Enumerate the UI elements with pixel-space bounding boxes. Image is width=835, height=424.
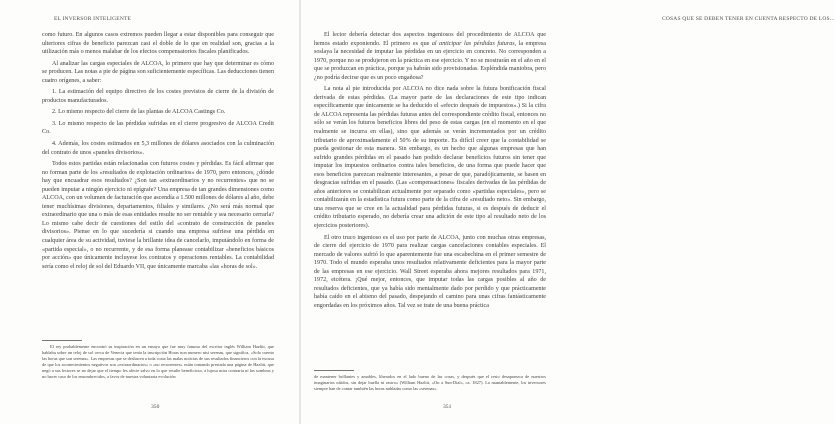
list-item: 4. Además, los costes estimados en 5,3 millones de dólares asociados con la culminación del contrato de unos «paneles divisorios». (42, 141, 274, 156)
footnote (42, 344, 274, 381)
paragraph-text: , la empresa soslaya la necesidad de imputar las pérdidas en un ejercicio en concreto. No corresponden a 1970, porque no se produjeron en la práctica en ese ejercicio. Y no se mostrarán en el año en el que se produzcan en práctica, porque ya habrán sido provisionadas. Espléndida maniobra, pero ¿no podría decirse que es un poco engañosa? (314, 40, 546, 81)
list-item: 1. La estimación del equipo directivo de los costes previstos de cierre de la división de productos manufacturados. (42, 89, 274, 104)
list-item: 3. Lo mismo respecto de las pérdidas sufridas en el cierre progresivo de ALCOA Credit Co. (42, 120, 274, 136)
right-page (300, 0, 835, 424)
list-item: 2. Lo mismo respecto del cierre de las plantas de ALCOA Castings Co. (52, 109, 226, 116)
paragraph-text: El lector debería detectar dos aspectos ingeniosos del procedimiento de ALCOA que hemos estado exponiendo. El primero es que (314, 32, 546, 47)
emphasis-text: al anticipar las pérdidas futuras (431, 40, 515, 47)
footnote (314, 374, 546, 392)
footnote-rule (314, 370, 354, 371)
page-number-right: 351 (443, 404, 452, 410)
footnote-text: de mantener brillantes y amables, liberados en el lado bueno de las cosas, y después que el resto desaparezca de nuestros imaginarios nítidos, sin dejar huella ni rastro» (William Hazlitt, «On a Sun-Dial», ca. 1827). La mantablemente, los inversores siempre han de contar también las horas nubladas como las «serenas». (314, 374, 546, 392)
footnote-rule (42, 340, 82, 341)
body-paragraph (314, 31, 546, 82)
body-paragraph: El otro truco ingenioso es el uso por parte de ALCOA, junto con muchas otras empresas, de cierre del ejercicio de 1970 para realizar cargas cancelaciones contables especiales. El mercado de valores sufrió lo que aparentemente fue una escabechina en el primer semestre de 1970. Todo el mundo esperaba unos resultados relativamente deficientes para la mayor parte de las empresas en ese ejercicio. Wall Street esperaba ahora mejores resultados para 1971, 1972, etcétera. ¡Qué mejor, entonces, que imputar todas las cargas posibles al año de resultados deficientes, que ya había sido mentalmente dado por perdido y que prácticamente había caído en el abismo del pasado, despejando el camino para unas cifras fantásticamente engordadas en los próximos años. Tal vez se trate de una buena práctica (314, 234, 546, 309)
page-number-left: 350 (151, 404, 160, 410)
footnote-text: El rey probablemente encontró su inspiración en un ensayo que fue muy famoso del escritor inglés William Hazlitt, que hablaba sobre un reloj de sol cerca de Venecia que tenía la inscripción Horas non numero nisi serenas, que significa, «Solo cuento las horas que son serenas». Las empresas que se deshacen a toda costa las malas noticias de sus resultados financieros con la excusa de que los acontecimientos negativos son «extraordinarios» o «no recurrentes» están tomando prestada una página de Hazlitt, que negó a sus lectores se no dejar que el tiempo les afecte salvo en lo que resulte beneficioso, a lujosa mira contraria ni las sombras y no hacer caso de los ensombrecidos, a favor de nuestra voluntaria evolución (42, 344, 274, 380)
left-body-text (42, 31, 274, 271)
body-paragraph: Todos estos partidas están relacionadas con futuros costes y pérdidas. Es fácil afirmar que no forman parte de los «resultados de explotación ordinarios» de 1970, pero entonces, ¿dónde hay que encuadrar esos resultados? ¿Son tan «extraordinarios y no recurrentes» que no se pueden imputar a ningún ejercicio ni epígrafe? Una empresa de tan grandes dimensiones como ALCOA, con un volumen de facturación que ascendía a 1.500 millones de dólares al año, debe tener muchísimas divisiones, departamentos, filiales y similares. ¿No será más normal que extraordinario que una o más de esas entidades resulte no ser rentable y sea necesario cerrarla? Lo mismo cabe decir de cuestiones del estilo del «contrato de construcción de paneles divisorios». Piense en lo que sucedería si cuando una empresa sufriese una pérdida en cualquier área de su actividad, tuviese la brillante idea de cancelarlo, imputándolo en forma de «partida especial», o no recurrente, y de esa forma planease contabilizar «beneficios básicos por acción» que únicamente incluyese los contratos y operaciones rentables. La contabilidad sería como el reloj de sol del Eduardo VII, que únicamente marcaba «las «horas de sol». (42, 161, 274, 270)
body-paragraph: La nota al pie introducida por ALCOA no dice nada sobre la futura bonificación fiscal derivada de estas pérdidas. (La mayor parte de las declaraciones de este tipo indican específicamente que únicamente se ha deducido el «efecto después de impuestos».) Si la cifra de ALCOA representa las pérdidas futuras antes del correspondiente crédito fiscal, entonces no sólo se verán los futuros beneficios libres del peso de estas cargas (en el momento en el que realmente se incurra en ellas), sino que además se verán incrementados por un crédito tributario de aproximadamente el 50% de su importe. Es difícil creer que la contabilidad se pueda gestionar de esta manera. Sin embargo, es un hecho que algunas empresas que han sufrido grandes pérdidas en el pasado han podido declarar beneficios futuros sin tener que imputar los impuestos ordinarios contra tales beneficios, de una forma que puede hacer que esos beneficios parezcan realmente interesantes, a pesar de que, paradójicamente, se basen en desgracias sufridas en el pasado. (Las «compensaciones» fiscales derivadas de las pérdidas de años anteriores se contabilizan actualmente por separado como «partidas especiales», pero se contabilizarán en la estadística futura como parte de la cifra de «resultado neto». Sin embargo, una reserva que se cree en la actualidad para pérdidas futuras, si es después de deducir el crédito tributario esperado, no debería crear una adición de este tipo al resultado neto de los ejercicios posteriores). (314, 86, 546, 230)
running-header-right: COSAS QUE SE DEBEN TENER EN CUENTA RESPECTO DE LOS... (662, 16, 835, 22)
body-paragraph: como futuro. En algunos casos extremos pueden llegar a estar disponibles para conseguir que ulteriores cifras de beneficio parezcan casi el doble de lo que en realidad son, gracias a la utilización más o menos malabar de los efectos compensatorios fiscales planificados. (42, 32, 274, 56)
right-body-text (314, 31, 546, 311)
left-page (0, 0, 300, 424)
body-paragraph: Al analizar las cargas especiales de ALCOA, lo primero que hay que determinar es cómo se producen. Las notas a pie de página son suficientemente específicas. Las deducciones tienen cuatro orígenes, a saber: (42, 60, 274, 84)
running-header-left: EL INVERSOR INTELIGENTE (54, 16, 132, 22)
